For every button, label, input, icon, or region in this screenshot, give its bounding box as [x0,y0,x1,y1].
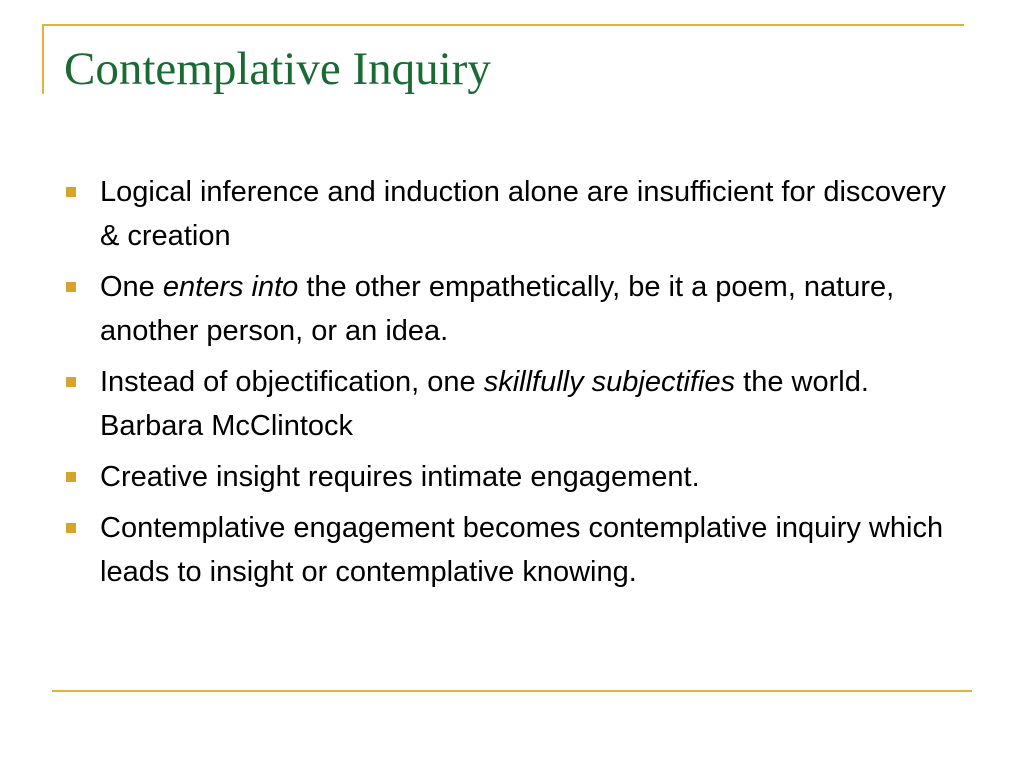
bullet-text-after: the world. Barbara McClintock [100,366,869,442]
bullet-emphasis: skillfully subjectifies [483,366,736,398]
square-bullet-icon [66,523,76,533]
top-frame-line [42,24,964,26]
square-bullet-icon [66,187,76,197]
bullet-item-1 [64,170,969,258]
square-bullet-icon [66,377,76,387]
bottom-frame-line [52,690,972,692]
bullet-text: Contemplative engagement becomes contemplative inquiry which leads to insight or contemplative knowing. [100,512,944,588]
left-frame-line [42,24,44,94]
bullet-item-4 [64,455,969,499]
bullet-text-before: One [100,271,163,303]
bullet-text-before: Instead of objectification, one [100,366,484,398]
bullet-list [64,170,969,601]
bullet-item-2 [64,265,969,353]
bullet-item-5 [64,506,969,594]
bullet-text-after: the other empathetically, be it a poem, nature, another person, or an idea. [100,271,895,347]
slide-title: Contemplative Inquiry [64,43,491,95]
square-bullet-icon [66,282,76,292]
square-bullet-icon [66,472,76,482]
bullet-text: Logical inference and induction alone are insufficient for discovery & creation [100,176,946,252]
bullet-emphasis: enters into [162,271,299,303]
bullet-text: Creative insight requires intimate engagement. [100,461,700,493]
bullet-item-3 [64,360,969,448]
